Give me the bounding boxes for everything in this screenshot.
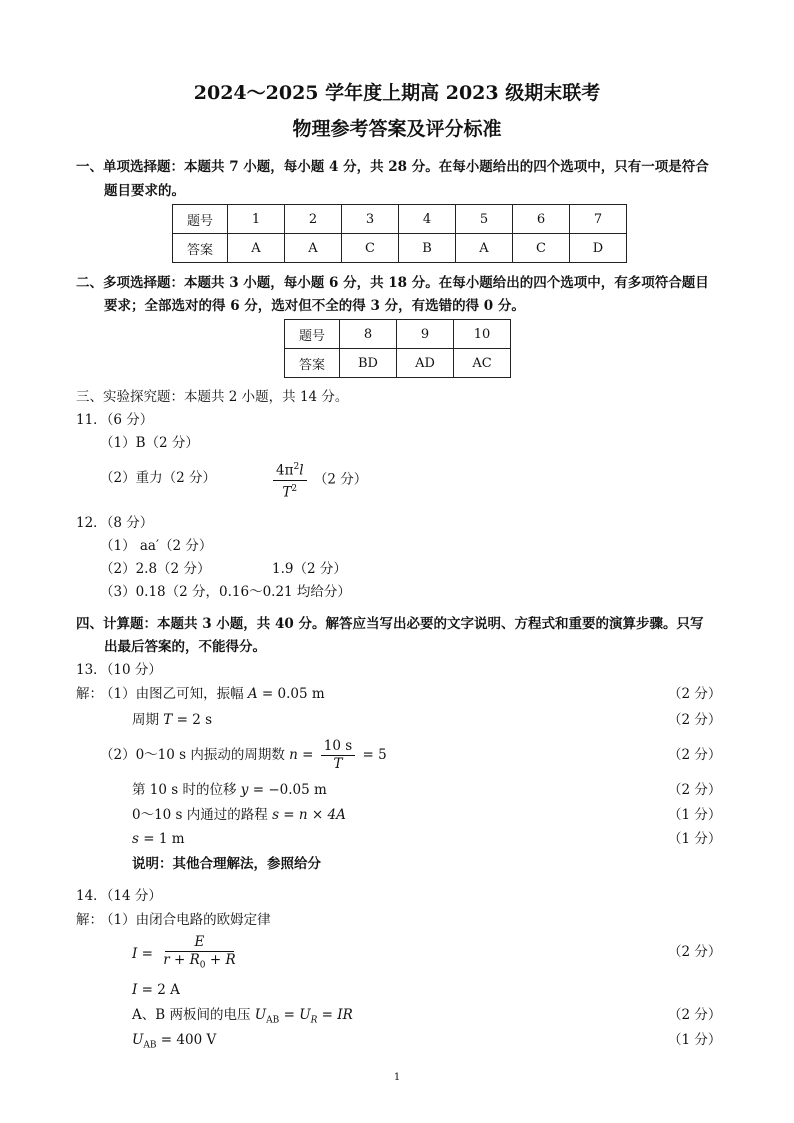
table-header-cell: 答案 xyxy=(173,234,228,263)
table-cell: BD xyxy=(340,349,397,378)
table-cell: 8 xyxy=(340,320,397,349)
table-cell: 4 xyxy=(399,205,456,234)
q13-score-3: （2 分） xyxy=(668,747,722,763)
q13-score-6: （1 分） xyxy=(668,831,722,847)
sec4-heading-cont: 出最后答案的，不能得分。 xyxy=(104,639,266,655)
q13-heading: 13．（10 分） xyxy=(76,662,162,678)
table-cell: A xyxy=(228,234,285,263)
page-subtitle: 物理参考答案及评分标准 xyxy=(292,118,502,140)
q14-formula-current: I = $\frac{E}{r + R_0 + R}$ xyxy=(132,934,242,975)
q13-step-6: s = 1 m xyxy=(132,831,185,847)
table-cell: 3 xyxy=(342,205,399,234)
q12-heading: 12．（8 分） xyxy=(76,515,154,531)
q13-score-2: （2 分） xyxy=(668,712,722,728)
sec4-heading: 四、计算题：本题共 3 小题，共 40 分。解答应当写出必要的文字说明、方程式和重要的演算步骤。只写 xyxy=(76,616,704,632)
table-cell: 1 xyxy=(228,205,285,234)
answer-table-single xyxy=(172,204,627,263)
answer-table-multiple xyxy=(284,319,511,378)
q12-answer-1: （1） aa′（2 分） xyxy=(100,538,213,554)
q13-score-4: （2 分） xyxy=(668,782,722,798)
table-row xyxy=(285,349,511,378)
table-header-cell: 题号 xyxy=(173,205,228,234)
table-header-cell: 答案 xyxy=(285,349,340,378)
table-cell: 6 xyxy=(513,205,570,234)
q12-answer-3: （3）0.18（2 分，0.16～0.21 均给分） xyxy=(100,584,351,600)
fraction: $\frac{10 s}{T}$ xyxy=(321,738,355,773)
table-cell: D xyxy=(570,234,627,263)
page-title: 2024～2025 学年度上期高 2023 级期末联考 xyxy=(193,82,601,104)
table-cell: C xyxy=(513,234,570,263)
table-cell: 9 xyxy=(397,320,454,349)
q14-score-3: （2 分） xyxy=(668,1007,722,1023)
table-cell: A xyxy=(456,234,513,263)
table-row xyxy=(173,234,627,263)
q13-score-5: （1 分） xyxy=(668,807,722,823)
q14-step-2: I = 2 A xyxy=(132,982,180,998)
sec2-heading-cont: 要求；全部选对的得 6 分，选对但不全的得 3 分，有选错的得 0 分。 xyxy=(104,298,525,314)
q13-note: 说明：其他合理解法，参照给分 xyxy=(132,856,321,872)
table-row xyxy=(285,320,511,349)
q11-formula: $\frac{4\pi^2l}{T^2}$ （2 分） xyxy=(270,459,367,501)
table-cell: C xyxy=(342,234,399,263)
q14-heading: 14．（14 分） xyxy=(76,888,162,904)
table-header-cell: 题号 xyxy=(285,320,340,349)
table-cell: 5 xyxy=(456,205,513,234)
table-row xyxy=(173,205,627,234)
sec1-heading: 一、单项选择题：本题共 7 小题，每小题 4 分，共 28 分。在每小题给出的四个选项中，只有一项是符合 xyxy=(76,159,709,175)
q11-heading: 11．（6 分） xyxy=(76,412,154,428)
q13-score-1: （2 分） xyxy=(668,686,722,702)
q13-step-5: 0～10 s 内通过的路程 s = n × 4A xyxy=(132,807,346,823)
q14-score-1: （2 分） xyxy=(668,944,722,960)
q13-step-1: （1）由图乙可知，振幅 A = 0.05 m xyxy=(100,686,325,702)
sec3-heading: 三、实验探究题：本题共 2 小题，共 14 分。 xyxy=(76,389,349,405)
page-number: 1 xyxy=(393,1072,401,1083)
q12-answer-2: （2）2.8（2 分） xyxy=(100,561,211,577)
q11-answer-1: （1）B（2 分） xyxy=(100,435,199,451)
table-cell: B xyxy=(399,234,456,263)
table-cell: AC xyxy=(454,349,511,378)
table-cell: AD xyxy=(397,349,454,378)
table-cell: 2 xyxy=(285,205,342,234)
q13-step-2: 周期 T = 2 s xyxy=(132,712,213,728)
q14-step-1: （1）由闭合电路的欧姆定律 xyxy=(100,912,271,928)
table-cell: A xyxy=(285,234,342,263)
q13-step-3: （2）0～10 s 内振动的周期数 n = $\frac{10 s}{T}$ = 5 xyxy=(100,738,387,772)
q14-solve-label: 解： xyxy=(76,912,103,928)
fraction: $\frac{E}{r + R_0 + R}$ xyxy=(163,934,236,971)
q11-answer-2: （2）重力（2 分） xyxy=(100,470,216,486)
table-cell: 10 xyxy=(454,320,511,349)
q14-step-3: A、B 两板间的电压 $U_{AB} = U_R$ = IR xyxy=(132,1007,353,1026)
table-cell: 7 xyxy=(570,205,627,234)
sec1-heading-cont: 题目要求的。 xyxy=(104,183,185,199)
q13-solve-label: 解： xyxy=(76,686,103,702)
sec2-heading: 二、多项选择题：本题共 3 小题，每小题 6 分，共 18 分。在每小题给出的四个选项中，有多项符合题目 xyxy=(76,275,709,291)
fraction: $\frac{4\pi^2l}{T^2}$ xyxy=(273,459,307,501)
q14-step-4: $U_{AB} = 400$ V xyxy=(132,1032,217,1051)
q14-score-4: （1 分） xyxy=(668,1032,722,1048)
q12-answer-2b: 1.9（2 分） xyxy=(272,561,347,577)
q13-step-4: 第 10 s 时的位移 y = −0.05 m xyxy=(132,782,327,798)
